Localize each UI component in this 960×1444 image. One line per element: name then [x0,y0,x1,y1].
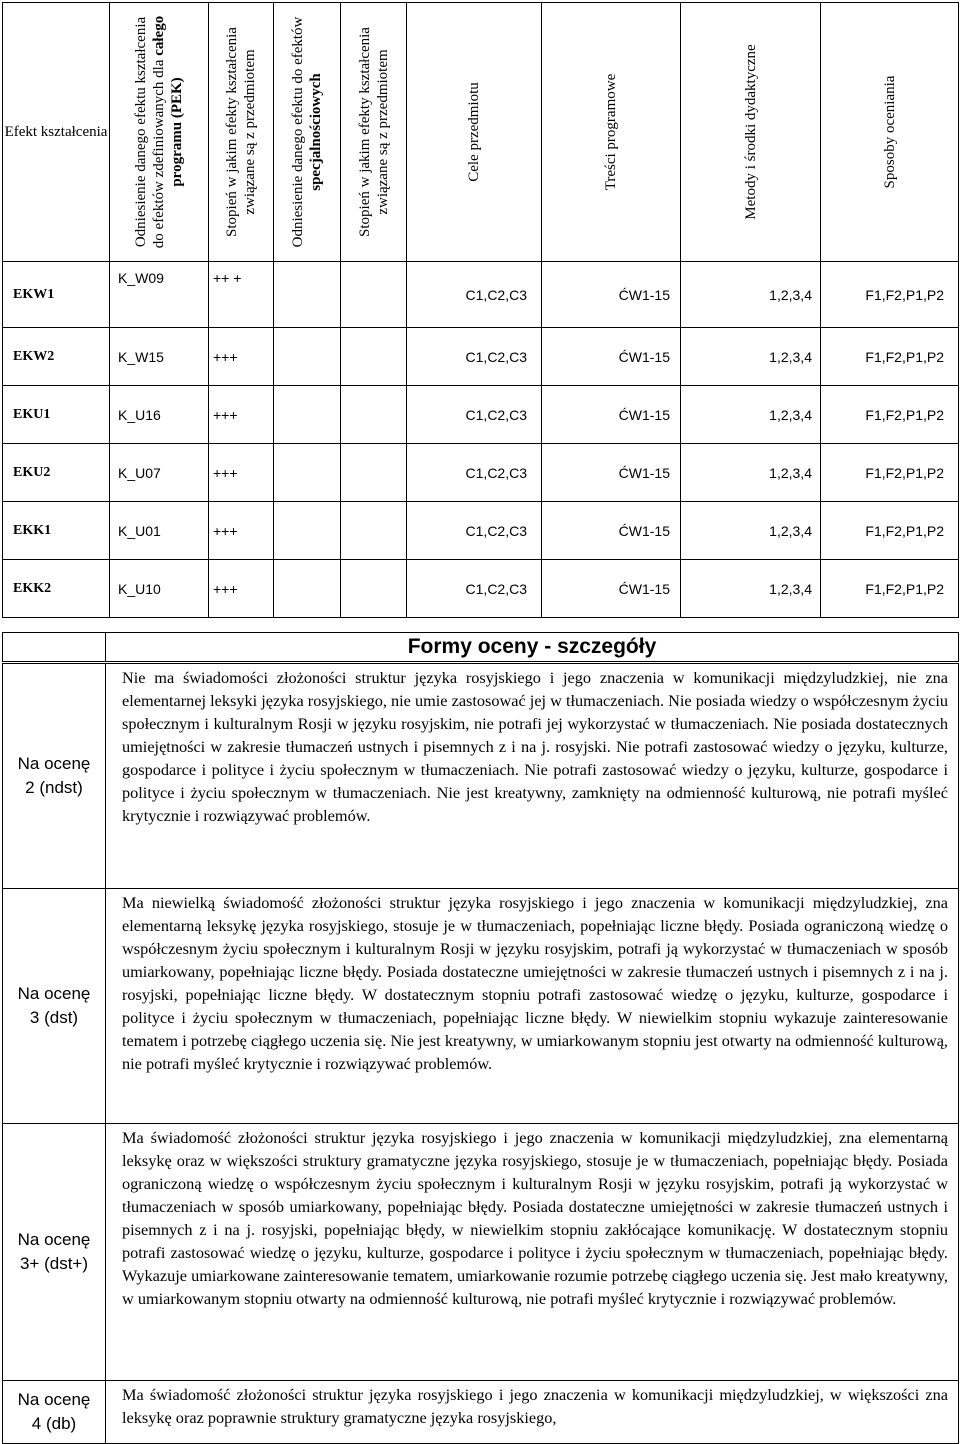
outcome-cele: C1,C2,C3 [407,262,542,328]
header-pek-label-b: całego programu (PEK) [151,15,185,187]
outcome-sposoby: F1,F2,P1,P2 [821,328,959,386]
outcome-ref: K_U01 [110,502,209,560]
outcome-degree-2 [341,560,407,618]
outcome-spec [274,502,341,560]
grade-label [3,1381,106,1444]
header-efekt [3,3,110,262]
grade-description: Ma świadomość złożoności struktur języka rosyjskiego i jego znaczenia w komunikacji międzyludzkiej, w większości zna leksykę oraz poprawnie struktury gramatyczne języka rosyjskiego, [122,1385,948,1427]
outcome-degree: +++ [209,444,274,502]
table-row [3,502,959,560]
outcome-code: EKU2 [3,444,110,502]
grade-row [3,1124,959,1381]
grade-label-b: 4 (db) [31,1414,77,1433]
header-tresci-label: Treści programowe [603,73,619,191]
header-stopien-2 [341,3,407,262]
table-row [3,262,959,328]
outcome-code: EKU1 [3,386,110,444]
grade-label [3,663,106,889]
outcome-ref: K_U16 [110,386,209,444]
outcome-spec [274,262,341,328]
outcome-tresci: ĆW1-15 [542,328,681,386]
grade-label [3,889,106,1124]
outcome-cele: C1,C2,C3 [407,502,542,560]
header-spec-label [289,12,325,252]
header-stopien-2-label: Stopień w jakim efekty kształcenia związane są z przedmiotem [356,27,391,237]
grade-row [3,1381,959,1444]
outcome-cele: C1,C2,C3 [407,328,542,386]
outcome-tresci: ĆW1-15 [542,444,681,502]
outcome-code: EKW2 [3,328,110,386]
outcome-cele: C1,C2,C3 [407,444,542,502]
outcome-spec [274,444,341,502]
grade-description: Ma niewielką świadomość złożoności struktur języka rosyjskiego i jego znaczenia w komunikacji międzyludzkiej, zna elementarną leksykę języka rosyjskiego, stosuje je w tłumaczeniach, popełniając liczne błędy. Posiada ograniczoną wiedzę o współczesnym życiu społecznym i kulturalnym Rosji w języku rosyjskim, potrafi ją wykorzystać w tłumaczeniach w sposób umiarkowany, popełniając liczne błędy. Posiada dostateczne umiejętności w zakresie tłumaczeń ustnych i pisemnych z i na j. rosyjski, popełniając liczne błędy. W dostatecznym stopniu potrafi zastosować wiedzę o języku, kulturze, gospodarce i polityce i życiu społecznym w tłumaczeniach, popełniając liczne błędy. W niewielkim stopniu wykazuje zainteresowanie tematem i potrzebę ciągłego uczenia się. Nie jest kreatywny, w umiarkowanym stopniu jest otwarty na odmienność kulturową, nie potrafi myśleć krytycznie i rozwiązywać problemów. [106,889,959,1124]
header-cele [407,3,542,262]
header-metody [681,3,821,262]
header-pek [110,3,209,262]
outcome-ref: K_U10 [110,560,209,618]
outcome-degree-2 [341,386,407,444]
grade-label-b: 3+ (dst+) [19,1254,89,1273]
outcome-spec [274,386,341,444]
header-cele-label: Cele przedmiotu [466,82,482,182]
outcome-degree-2 [341,328,407,386]
outcome-sposoby: F1,F2,P1,P2 [821,444,959,502]
header-pek-label-a: Odniesienie danego efektu kształcenia do efektów zdefiniowanych dla [133,16,167,249]
outcome-code: EKK2 [3,560,110,618]
outcome-metody: 1,2,3,4 [681,444,821,502]
table-row [3,560,959,618]
outcome-ref: K_W09 [110,262,209,328]
grade-label-b: 2 (ndst) [25,778,83,797]
outcome-tresci: ĆW1-15 [542,262,681,328]
outcome-metody: 1,2,3,4 [681,502,821,560]
header-pek-label [132,12,186,252]
grade-description-cell [106,1381,959,1444]
grade-label-a: Na ocenę [17,1390,91,1409]
grade-row [3,889,959,1124]
outcome-degree: +++ [209,386,274,444]
header-metody-label: Metody i środki dydaktyczne [742,44,759,220]
outcome-sposoby: F1,F2,P1,P2 [821,262,959,328]
grade-label [3,1124,106,1381]
outcome-degree: +++ [209,560,274,618]
learning-outcomes-table [2,2,959,618]
outcome-code: EKK1 [3,502,110,560]
grades-title: Formy oceny - szczegóły [106,633,959,663]
grade-description: Ma świadomość złożoności struktur języka rosyjskiego i jego znaczenia w komunikacji międzyludzkiej, zna elementarną leksykę oraz w większości struktury gramatyczne języka rosyjskiego, stosuje je w tłumaczeniach, popełniając błędy. Posiada ograniczoną wiedzę o współczesnym życiu społecznym i kulturalnym Rosji w języku rosyjskim, potrafi ją wykorzystać w tłumaczeniach w sposób umiarkowany, popełniając błędy. Posiada dostateczne umiejętności w zakresie tłumaczeń ustnych i pisemnych z i na j. rosyjski, popełniając błędy, w niewielkim stopniu zakłócające komunikację. W dostatecznym stopniu potrafi zastosować wiedzę o języku, kulturze, gospodarce i polityce i życiu społecznym w tłumaczeniach, popełniając błędy. Wykazuje umiarkowane zainteresowanie tematem, umiarkowanie rozumie potrzebę ciągłego uczenia się. Jest mało kreatywny, w umiarkowanym stopniu otwarty na odmienność kulturową, nie potrafi myśleć krytycznie i rozwiązywać problemów. [106,1124,959,1381]
header-tresci [542,3,681,262]
header-stopien-1-label: Stopień w jakim efekty kształcenia związane są z przedmiotem [224,27,258,237]
outcome-metody: 1,2,3,4 [681,328,821,386]
outcome-sposoby: F1,F2,P1,P2 [821,386,959,444]
outcome-metody: 1,2,3,4 [681,262,821,328]
header-spec-label-b: specjalnościowych [308,73,324,191]
grade-label-b: 3 (dst) [29,1008,79,1027]
table-row [3,444,959,502]
outcome-degree: ++ + [209,262,274,328]
outcome-spec [274,560,341,618]
outcome-tresci: ĆW1-15 [542,560,681,618]
outcome-degree-2 [341,444,407,502]
header-sposoby [821,3,959,262]
outcome-degree-2 [341,262,407,328]
grade-label-a: Na ocenę [17,754,91,773]
grades-title-blank [3,633,106,663]
outcome-degree: +++ [209,502,274,560]
grade-label-a: Na ocenę [17,984,91,1003]
outcome-sposoby: F1,F2,P1,P2 [821,560,959,618]
outcome-tresci: ĆW1-15 [542,386,681,444]
header-stopien-1 [209,3,274,262]
header-spec-label-a: Odniesienie danego efektu do efektów [290,16,306,248]
outcome-metody: 1,2,3,4 [681,386,821,444]
header-efekt-label: Efekt kształcenia [4,123,108,140]
grade-row [3,663,959,889]
outcome-sposoby: F1,F2,P1,P2 [821,502,959,560]
outcome-cele: C1,C2,C3 [407,560,542,618]
outcome-ref: K_W15 [110,328,209,386]
outcome-metody: 1,2,3,4 [681,560,821,618]
outcome-degree: +++ [209,328,274,386]
grade-description: Nie ma świadomości złożoności struktur języka rosyjskiego i jego znaczenia w komunikacji międzyludzkiej, nie zna elementarnej leksyki języka rosyjskiego, nie umie zastosować jej w tłumaczeniach. Nie posiada wiedzy o współczesnym życiu społecznym i kulturalnym Rosji w języku rosyjskim, nie potrafi jej wykorzystać w tłumaczeniach. Nie posiada dostatecznych umiejętności w zakresie tłumaczeń ustnych i pisemnych z i na j. rosyjski. Nie potrafi zastosować wiedzy o języku, kulturze, gospodarce i polityce i życiu społecznym w tłumaczeniach. Nie potrafi zastosować wiedzy o języku, kulturze, gospodarce i polityce i życiu społecznym w tłumaczeniach. Nie jest kreatywny, zamknięty na odmienność kulturową, nie potrafi myśleć krytycznie i rozwiązywać problemów. [106,663,959,889]
table-row [3,386,959,444]
outcome-code: EKW1 [3,262,110,328]
outcome-degree-2 [341,502,407,560]
grading-criteria-table [2,632,959,1444]
header-sposoby-label: Sposoby oceniania [881,75,898,189]
outcome-ref: K_U07 [110,444,209,502]
header-row [3,3,959,262]
outcome-tresci: ĆW1-15 [542,502,681,560]
table-row [3,328,959,386]
outcome-cele: C1,C2,C3 [407,386,542,444]
grades-title-row [3,633,959,663]
outcome-spec [274,328,341,386]
grade-label-a: Na ocenę [17,1230,91,1249]
header-spec [274,3,341,262]
